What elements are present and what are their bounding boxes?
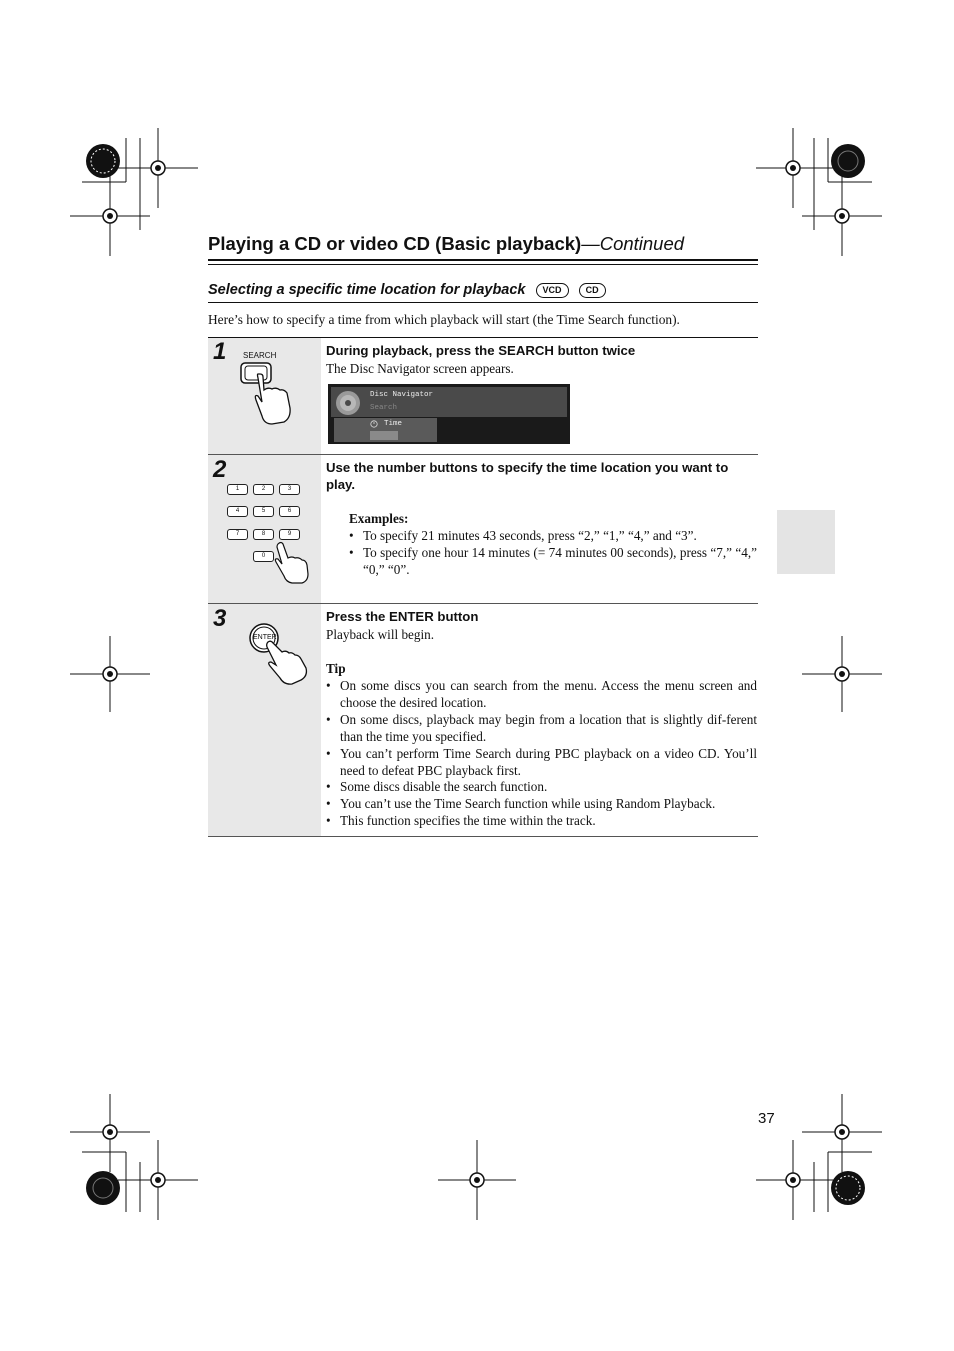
step-1-body: The Disc Navigator screen appears. xyxy=(326,361,514,376)
table-top-rule xyxy=(208,337,758,338)
screen-title-bar xyxy=(331,387,567,417)
title-rule-thin xyxy=(208,264,758,265)
step-2-heading-line-1: Use the number buttons to specify the time location you want to xyxy=(326,460,729,475)
tip-text: On some discs you can search from the menu. Access the menu screen and choose the desired location. xyxy=(340,678,757,710)
key-5: 5 xyxy=(253,506,274,517)
key-3: 3 xyxy=(279,484,300,495)
pointing-hand-icon xyxy=(272,540,312,584)
screen-disc-navigator-text: Disc Navigator xyxy=(370,391,434,399)
key-7: 7 xyxy=(227,529,248,540)
list-item xyxy=(326,745,757,779)
tip-text: You can’t perform Time Search during PBC playback on a video CD. You’ll need to defeat PBC playback first. xyxy=(340,746,757,778)
bullet-icon: • xyxy=(326,779,331,794)
section-rule xyxy=(208,302,758,303)
search-button-label: SEARCH xyxy=(243,351,277,360)
key-9: 9 xyxy=(279,529,300,540)
example-text: To specify one hour 14 minutes (= 74 minutes 00 seconds), press “7,” “4,” “0,” “0”. xyxy=(363,545,757,577)
page-title xyxy=(208,233,768,255)
step-2-heading-line-2: play. xyxy=(326,477,356,492)
step-divider xyxy=(208,603,758,604)
screen-search-text: Search xyxy=(370,404,398,412)
key-0: 0 xyxy=(253,551,274,562)
list-item xyxy=(326,778,757,795)
bullet-icon: • xyxy=(326,796,331,811)
tip-text: You can’t use the Time Search function while using Random Playback. xyxy=(340,796,716,811)
tip-label: Tip xyxy=(326,661,346,676)
section-heading xyxy=(208,282,606,298)
chapter-side-tab xyxy=(777,510,835,574)
page-title-text: Playing a CD or video CD (Basic playback) xyxy=(208,233,582,254)
section-heading-text: Selecting a specific time location for playback xyxy=(208,282,526,298)
enter-button-press-icon xyxy=(246,622,312,688)
disc-navigator-screen xyxy=(328,384,570,444)
key-8: 8 xyxy=(253,529,274,540)
bullet-icon: • xyxy=(326,813,331,828)
tip-text: Some discs disable the search function. xyxy=(340,779,548,794)
list-item xyxy=(326,795,757,812)
intro-text: Here’s how to specify a time from which playback will start (the Time Search function). xyxy=(208,312,680,327)
step-number: 3 xyxy=(213,605,227,632)
bullet-icon: • xyxy=(349,545,354,560)
key-6: 6 xyxy=(279,506,300,517)
bullet-icon: • xyxy=(326,712,331,727)
key-4: 4 xyxy=(227,506,248,517)
list-item xyxy=(326,812,757,829)
step-number: 1 xyxy=(213,338,227,365)
tip-text: On some discs, playback may begin from a location that is slightly dif-ferent than the time you specified. xyxy=(340,712,757,744)
table-bottom-rule xyxy=(208,836,758,837)
page-number: 37 xyxy=(758,1110,775,1127)
search-button-press-icon xyxy=(236,360,300,426)
step-2-heading xyxy=(326,459,728,493)
title-rule xyxy=(208,259,758,261)
cd-badge-icon: CD xyxy=(579,283,606,298)
step-number: 2 xyxy=(213,456,227,483)
vcd-badge-icon: VCD xyxy=(536,283,569,298)
clock-icon xyxy=(370,420,378,428)
list-item xyxy=(349,527,757,544)
list-item xyxy=(326,711,757,745)
bullet-icon: • xyxy=(326,678,331,693)
example-text: To specify 21 minutes 43 seconds, press “2,” “1,” “4,” and “3”. xyxy=(363,528,697,543)
step-divider xyxy=(208,454,758,455)
disc-icon xyxy=(335,390,361,416)
list-item xyxy=(349,544,757,578)
step-1-heading: During playback, press the SEARCH button twice xyxy=(326,343,636,358)
screen-time-field xyxy=(370,431,398,440)
step-3-body: Playback will begin. xyxy=(326,627,435,642)
bullet-icon: • xyxy=(326,746,331,761)
screen-time-text: Time xyxy=(384,420,403,428)
enter-button-label: ENTER xyxy=(253,634,277,641)
step-3-heading: Press the ENTER button xyxy=(326,609,479,624)
key-1: 1 xyxy=(227,484,248,495)
key-2: 2 xyxy=(253,484,274,495)
tip-text: This function specifies the time within the track. xyxy=(340,813,596,828)
bullet-icon: • xyxy=(349,528,354,543)
examples-label: Examples: xyxy=(349,511,409,526)
page-title-continued: —Continued xyxy=(581,233,685,254)
list-item xyxy=(326,677,757,711)
